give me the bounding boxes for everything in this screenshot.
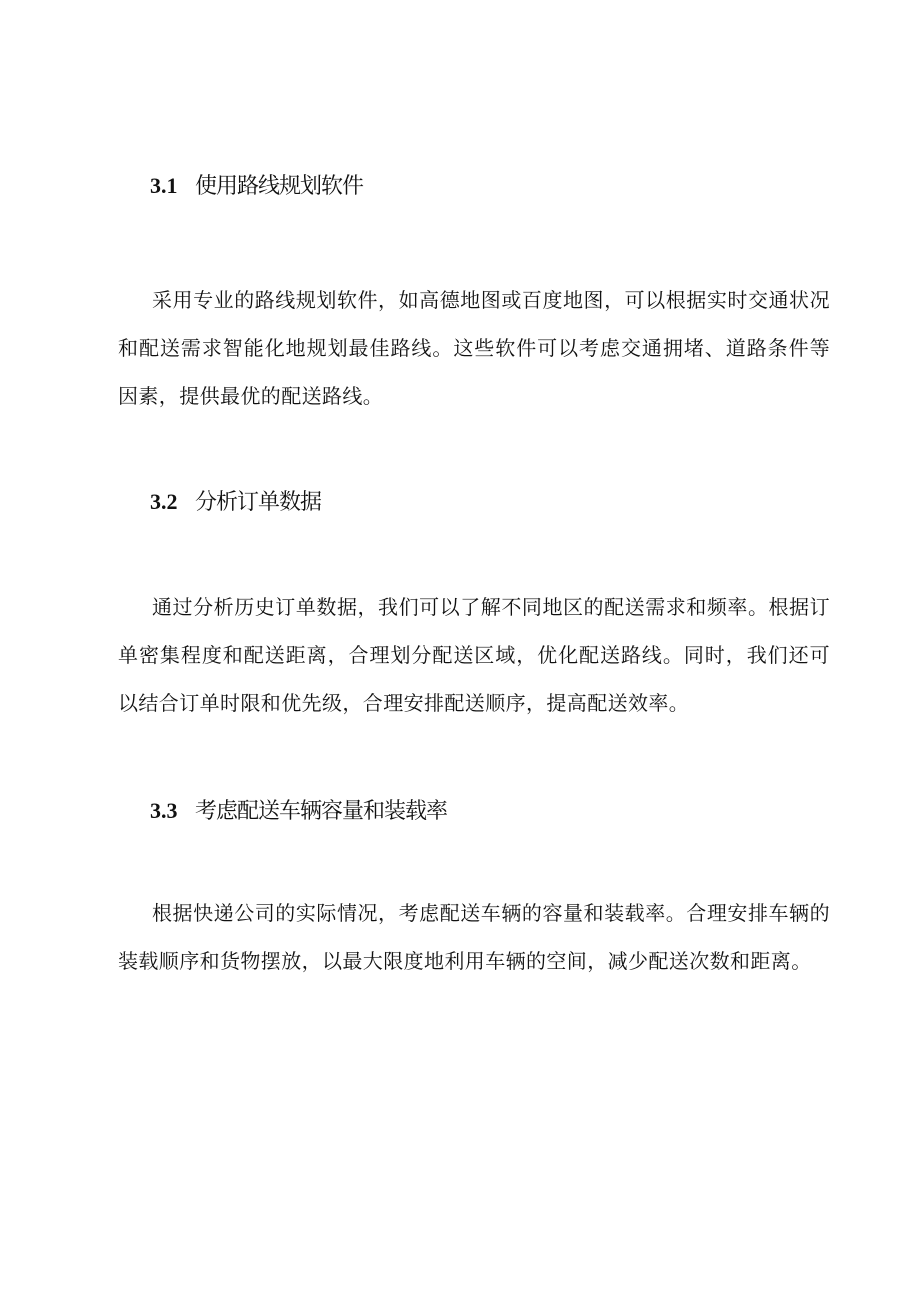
section-heading-3-3 (150, 796, 447, 827)
section-paragraph-3-1: 采用专业的路线规划软件，如高德地图或百度地图，可以根据实时交通状况和配送需求智能化地规划最佳路线。这些软件可以考虑交通拥堵、道路条件等因素，提供最优的配送路线。 (118, 288, 830, 408)
section-title: 考虑配送车辆容量和装载率 (195, 799, 448, 824)
section-paragraph-3-2: 通过分析历史订单数据，我们可以了解不同地区的配送需求和频率。根据订单密集程度和配送距离，合理划分配送区域，优化配送路线。同时，我们还可以结合订单时限和优先级，合理安排配送顺序，提高配送效率。 (118, 595, 830, 715)
section-title: 分析订单数据 (195, 490, 322, 515)
section-heading-3-1 (150, 171, 363, 202)
section-number: 3.2 (150, 489, 178, 514)
section-number: 3.1 (150, 173, 178, 198)
section-heading-3-2 (150, 487, 321, 518)
section-number: 3.3 (150, 798, 178, 823)
section-paragraph-3-3: 根据快递公司的实际情况，考虑配送车辆的容量和装载率。合理安排车辆的装载顺序和货物摆放，以最大限度地利用车辆的空间，减少配送次数和距离。 (118, 901, 830, 973)
section-title: 使用路线规划软件 (195, 174, 364, 199)
